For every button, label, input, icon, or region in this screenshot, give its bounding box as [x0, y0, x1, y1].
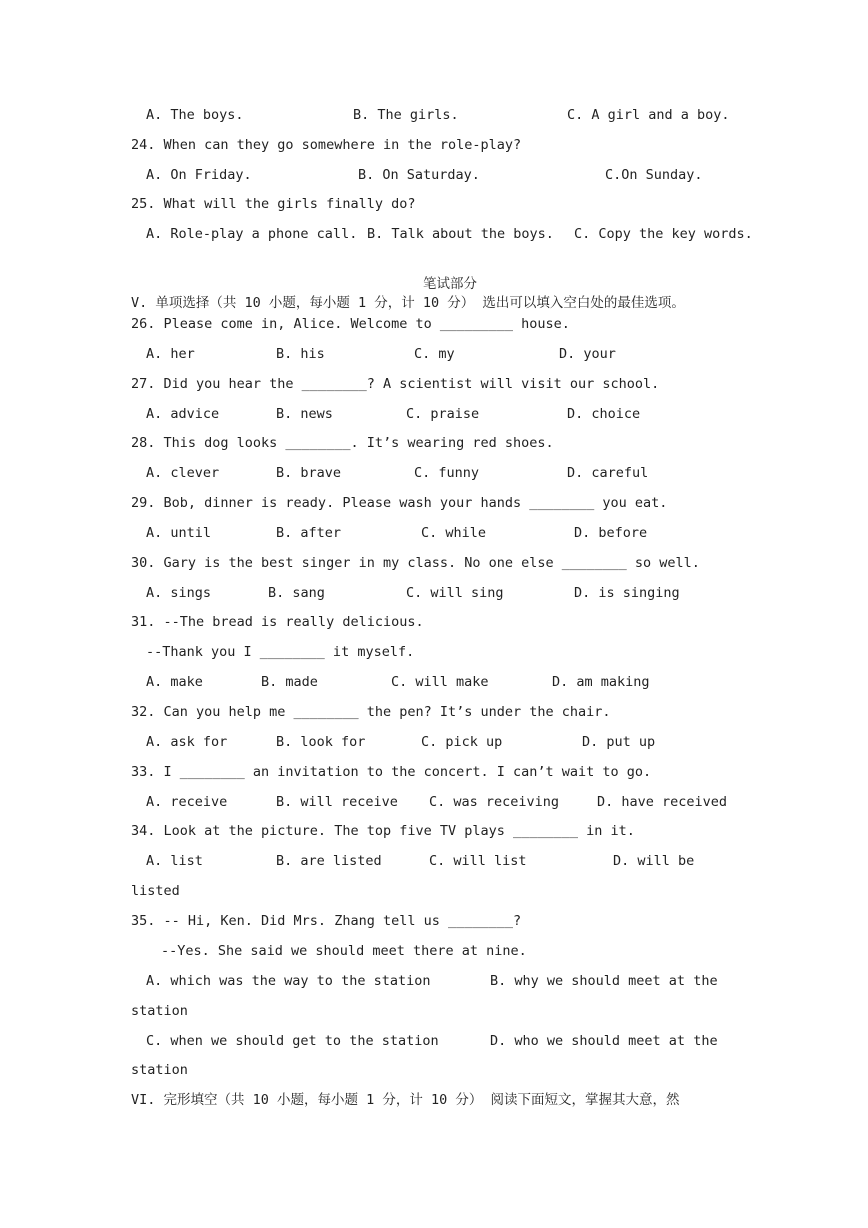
q26-option-d: D. your: [559, 346, 616, 362]
q33-option-b: B. will receive: [276, 794, 398, 810]
q28-option-c: C. funny: [414, 465, 480, 481]
q35-response: --Yes. She said we should meet there at nine.: [161, 943, 527, 959]
question-32: 32. Can you help me ________ the pen? It’s under the chair.: [131, 704, 611, 720]
q27-option-d: D. choice: [567, 406, 641, 422]
q35-option-a: A. which was the way to the station: [146, 973, 431, 989]
q32-option-d: D. put up: [582, 734, 656, 750]
q29-option-b: B. after: [276, 525, 342, 541]
q33-option-a: A. receive: [146, 794, 228, 810]
q30-option-a: A. sings: [146, 585, 212, 601]
q31-option-d: D. am making: [552, 674, 650, 690]
q29-option-c: C. while: [421, 525, 487, 541]
q31-option-c: C. will make: [391, 674, 489, 690]
q29-option-a: A. until: [146, 525, 212, 541]
q32-option-a: A. ask for: [146, 734, 228, 750]
q28-option-d: D. careful: [567, 465, 649, 481]
q32-option-c: C. pick up: [421, 734, 503, 750]
q30-option-b: B. sang: [268, 585, 325, 601]
q35-option-b: B. why we should meet at the: [490, 973, 718, 989]
question-35: 35. -- Hi, Ken. Did Mrs. Zhang tell us ________?: [131, 913, 522, 929]
q30-option-d: D. is singing: [574, 585, 680, 601]
q35-option-c: C. when we should get to the station: [146, 1033, 439, 1049]
q31-option-b: B. made: [261, 674, 318, 690]
question-34: 34. Look at the picture. The top five TV plays ________ in it.: [131, 823, 635, 839]
q23-option-c: C. A girl and a boy.: [567, 107, 730, 123]
q23-option-a: A. The boys.: [146, 107, 244, 123]
question-33: 33. I ________ an invitation to the concert. I can’t wait to go.: [131, 764, 652, 780]
q27-option-c: C. praise: [406, 406, 480, 422]
question-30: 30. Gary is the best singer in my class. No one else ________ so well.: [131, 555, 700, 571]
q30-option-c: C. will sing: [406, 585, 504, 601]
q33-option-d: D. have received: [597, 794, 728, 810]
q32-option-b: B. look for: [276, 734, 366, 750]
q24-option-c: C.On Sunday.: [605, 167, 703, 183]
q34-option-a: A. list: [146, 853, 203, 869]
q24-option-a: A. On Friday.: [146, 167, 252, 183]
section-vi-heading: VI. 完形填空（共 10 小题，每小题 1 分，计 10 分） 阅读下面短文，掌握其大意，然: [131, 1092, 680, 1108]
q33-option-c: C. was receiving: [429, 794, 560, 810]
q34-option-b: B. are listed: [276, 853, 382, 869]
q34-option-d: D. will be: [613, 853, 695, 869]
q28-option-a: A. clever: [146, 465, 220, 481]
q25-option-b: B. Talk about the boys.: [367, 226, 554, 242]
q23-option-b: B. The girls.: [353, 107, 459, 123]
q29-option-d: D. before: [574, 525, 648, 541]
question-29: 29. Bob, dinner is ready. Please wash your hands ________ you eat.: [131, 495, 668, 511]
q26-option-a: A. her: [146, 346, 195, 362]
q27-option-b: B. news: [276, 406, 333, 422]
q31-option-a: A. make: [146, 674, 203, 690]
q25-option-a: A. Role-play a phone call.: [146, 226, 358, 242]
q27-option-a: A. advice: [146, 406, 220, 422]
question-24: 24. When can they go somewhere in the role-play?: [131, 137, 522, 153]
question-31: 31. --The bread is really delicious.: [131, 614, 424, 630]
q34-option-c: C. will list: [429, 853, 527, 869]
q31-response: --Thank you I ________ it myself.: [146, 644, 415, 660]
question-25: 25. What will the girls finally do?: [131, 196, 416, 212]
section-v-heading: V. 单项选择（共 10 小题，每小题 1 分，计 10 分） 选出可以填入空白处的最佳选项。: [131, 295, 685, 311]
q35-option-d: D. who we should meet at the: [490, 1033, 718, 1049]
q25-option-c: C. Copy the key words.: [574, 226, 753, 242]
q35-option-d-wrap: station: [131, 1062, 188, 1078]
question-27: 27. Did you hear the ________? A scientist will visit our school.: [131, 376, 660, 392]
question-28: 28. This dog looks ________. It’s wearing red shoes.: [131, 435, 554, 451]
q24-option-b: B. On Saturday.: [358, 167, 480, 183]
question-26: 26. Please come in, Alice. Welcome to _________ house.: [131, 316, 570, 332]
q28-option-b: B. brave: [276, 465, 342, 481]
q26-option-c: C. my: [414, 346, 455, 362]
q34-option-d-wrap: listed: [131, 883, 180, 899]
q26-option-b: B. his: [276, 346, 325, 362]
q35-option-b-wrap: station: [131, 1003, 188, 1019]
section-title: 笔试部分: [423, 276, 477, 292]
